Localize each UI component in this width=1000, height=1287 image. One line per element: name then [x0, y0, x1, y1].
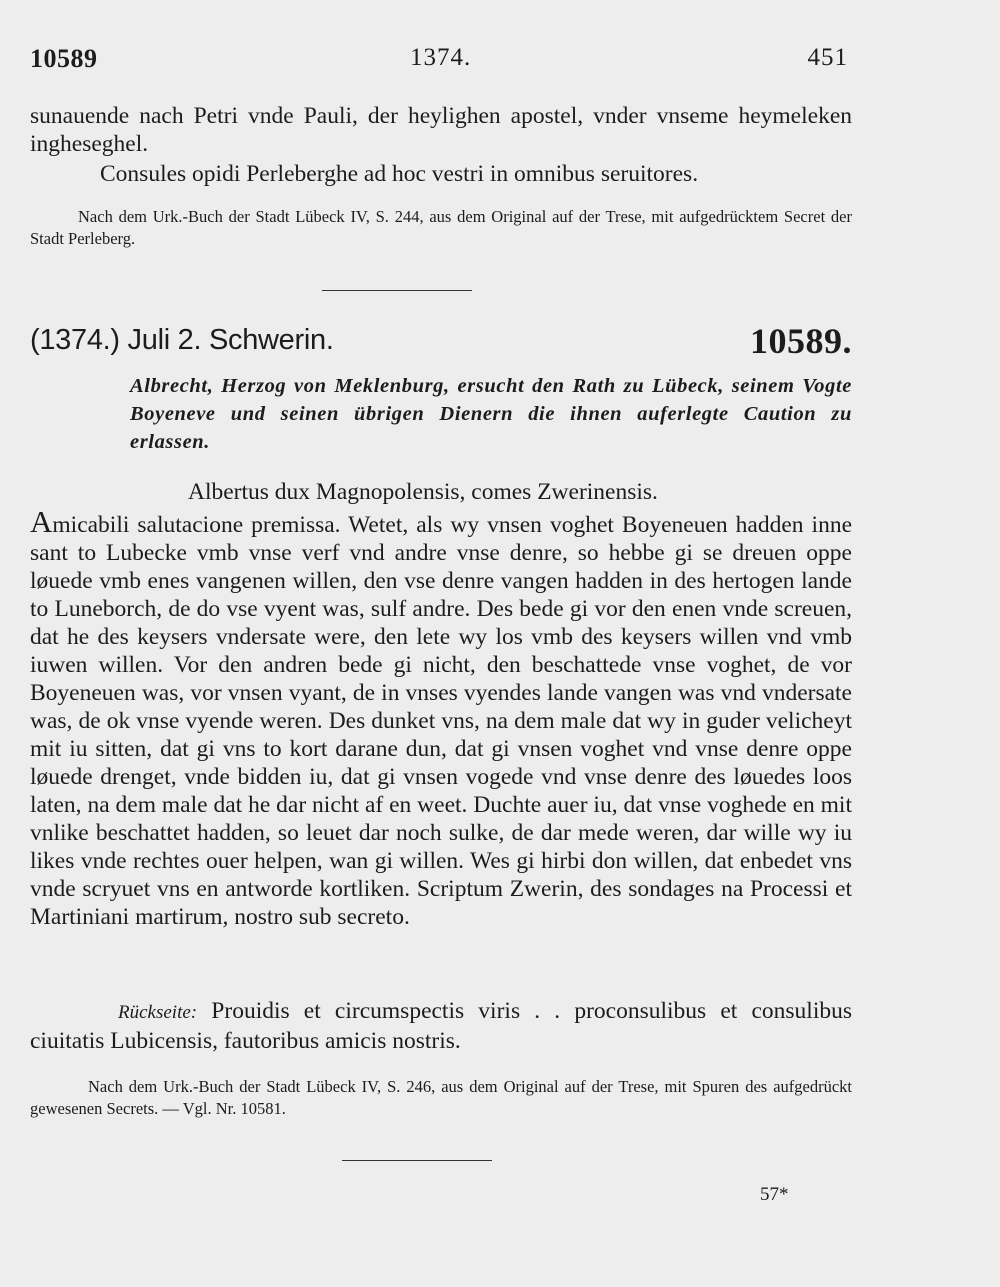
dorsal-note — [30, 997, 852, 1055]
page-number: 451 — [807, 44, 848, 71]
entry-summary: Albrecht, Herzog von Meklenburg, ersucht den Rath zu Lübeck, seinem Vogte Boyeneve und seinen übrigen Dienern die ihnen auferlegte Caution zu erlassen. — [130, 375, 852, 453]
previous-entry-continuation: sunauende nach Petri vnde Pauli, der heylighen apostel, vnder vnseme heymeleken inghesеghel. — [30, 103, 852, 157]
entry-number: 10589. — [750, 321, 852, 361]
initial-letter: A — [30, 504, 53, 539]
entry-text — [30, 504, 852, 931]
entry-text-body: micabili salutacione premissa. Wetet, als wy vnsen voghet Boyeneuen hadden inne sant to Lubecke vmb vnse verf vnd andre vnse denre, so hebbe gi se dreuen oppe løuede vmb enes vangenen willen, den vse denre vangen hadden in des hertogen lande to Luneborch, de do vse vyent was, sulf andre. Des bede gi vor den enen vnde screuen, dat he des keysers vndersate were, den lete wy los vmb des keysers willen vnd vmb iuwen willen. Vor den andren bede gi nicht, den beschattede vnse voghet, de vor Boyeneuen was, vor vnsen vyant, de in vnses vyendes lande vangen was vnd vndersate was, de ok vnse vyende weren. Des dunket vns, na dem male dat wy in guder velicheyt mit iu sitten, dat gi vns to kort darane dun, dat gi vnsen voghet vnd vnse denre oppe løuede drenget, vnde bidden iu, dat gi vnsen vogede vnd vnse denre des løuedes loos laten, na dem male dat he dar nicht af en weet. Duchte auer iu, dat vnse voghede en mit vnlike beschattet hadden, so leuet dar noch sulke, de dar mede weren, dar wille wy iu likes vnde rechtes ouer helpen, wan gi willen. Wes gi hirbi don willen, dat enbedet vns vnde scryuet vns en antworde kortliken. Scriptum Zwerin, des sondages na Processi et Martiniani martirum, nostro sub secreto. — [30, 512, 852, 930]
running-head-year: 1374. — [410, 44, 472, 71]
dorsal-text: Prouidis et circumspectis viris . . proconsulibus et consulibus ciuitatis Lubicensis, fautoribus amicis nostris. — [30, 998, 853, 1054]
entry-source-note: Nach dem Urk.-Buch der Stadt Lübeck IV, S. 246, aus dem Original auf der Trese, mit Spuren des aufgedrückt gewesenen Secrets. — Vgl. Nr. 10581. — [30, 1077, 852, 1118]
running-head — [30, 44, 848, 78]
section-divider — [322, 290, 472, 291]
end-divider — [342, 1160, 492, 1161]
signature-mark: 57* — [760, 1184, 789, 1205]
previous-entry-source-note: Nach dem Urk.-Buch der Stadt Lübeck IV, S. 244, aus dem Original auf der Trese, mit aufgedrücktem Secret der Stadt Perleberg. — [30, 207, 852, 248]
entry-heading — [30, 320, 852, 364]
entry-intitulatio: Albertus dux Magnopolensis, comes Zwerinensis. — [188, 479, 658, 505]
previous-entry-closing: Consules opidi Perleberghe ad hoc vestri in omnibus seruitores. — [100, 161, 699, 187]
dorsal-label: Rückseite: — [118, 1002, 198, 1023]
entry-date-place: (1374.) Juli 2. Schwerin. — [30, 324, 334, 356]
running-head-entry-number: 10589 — [30, 44, 98, 73]
